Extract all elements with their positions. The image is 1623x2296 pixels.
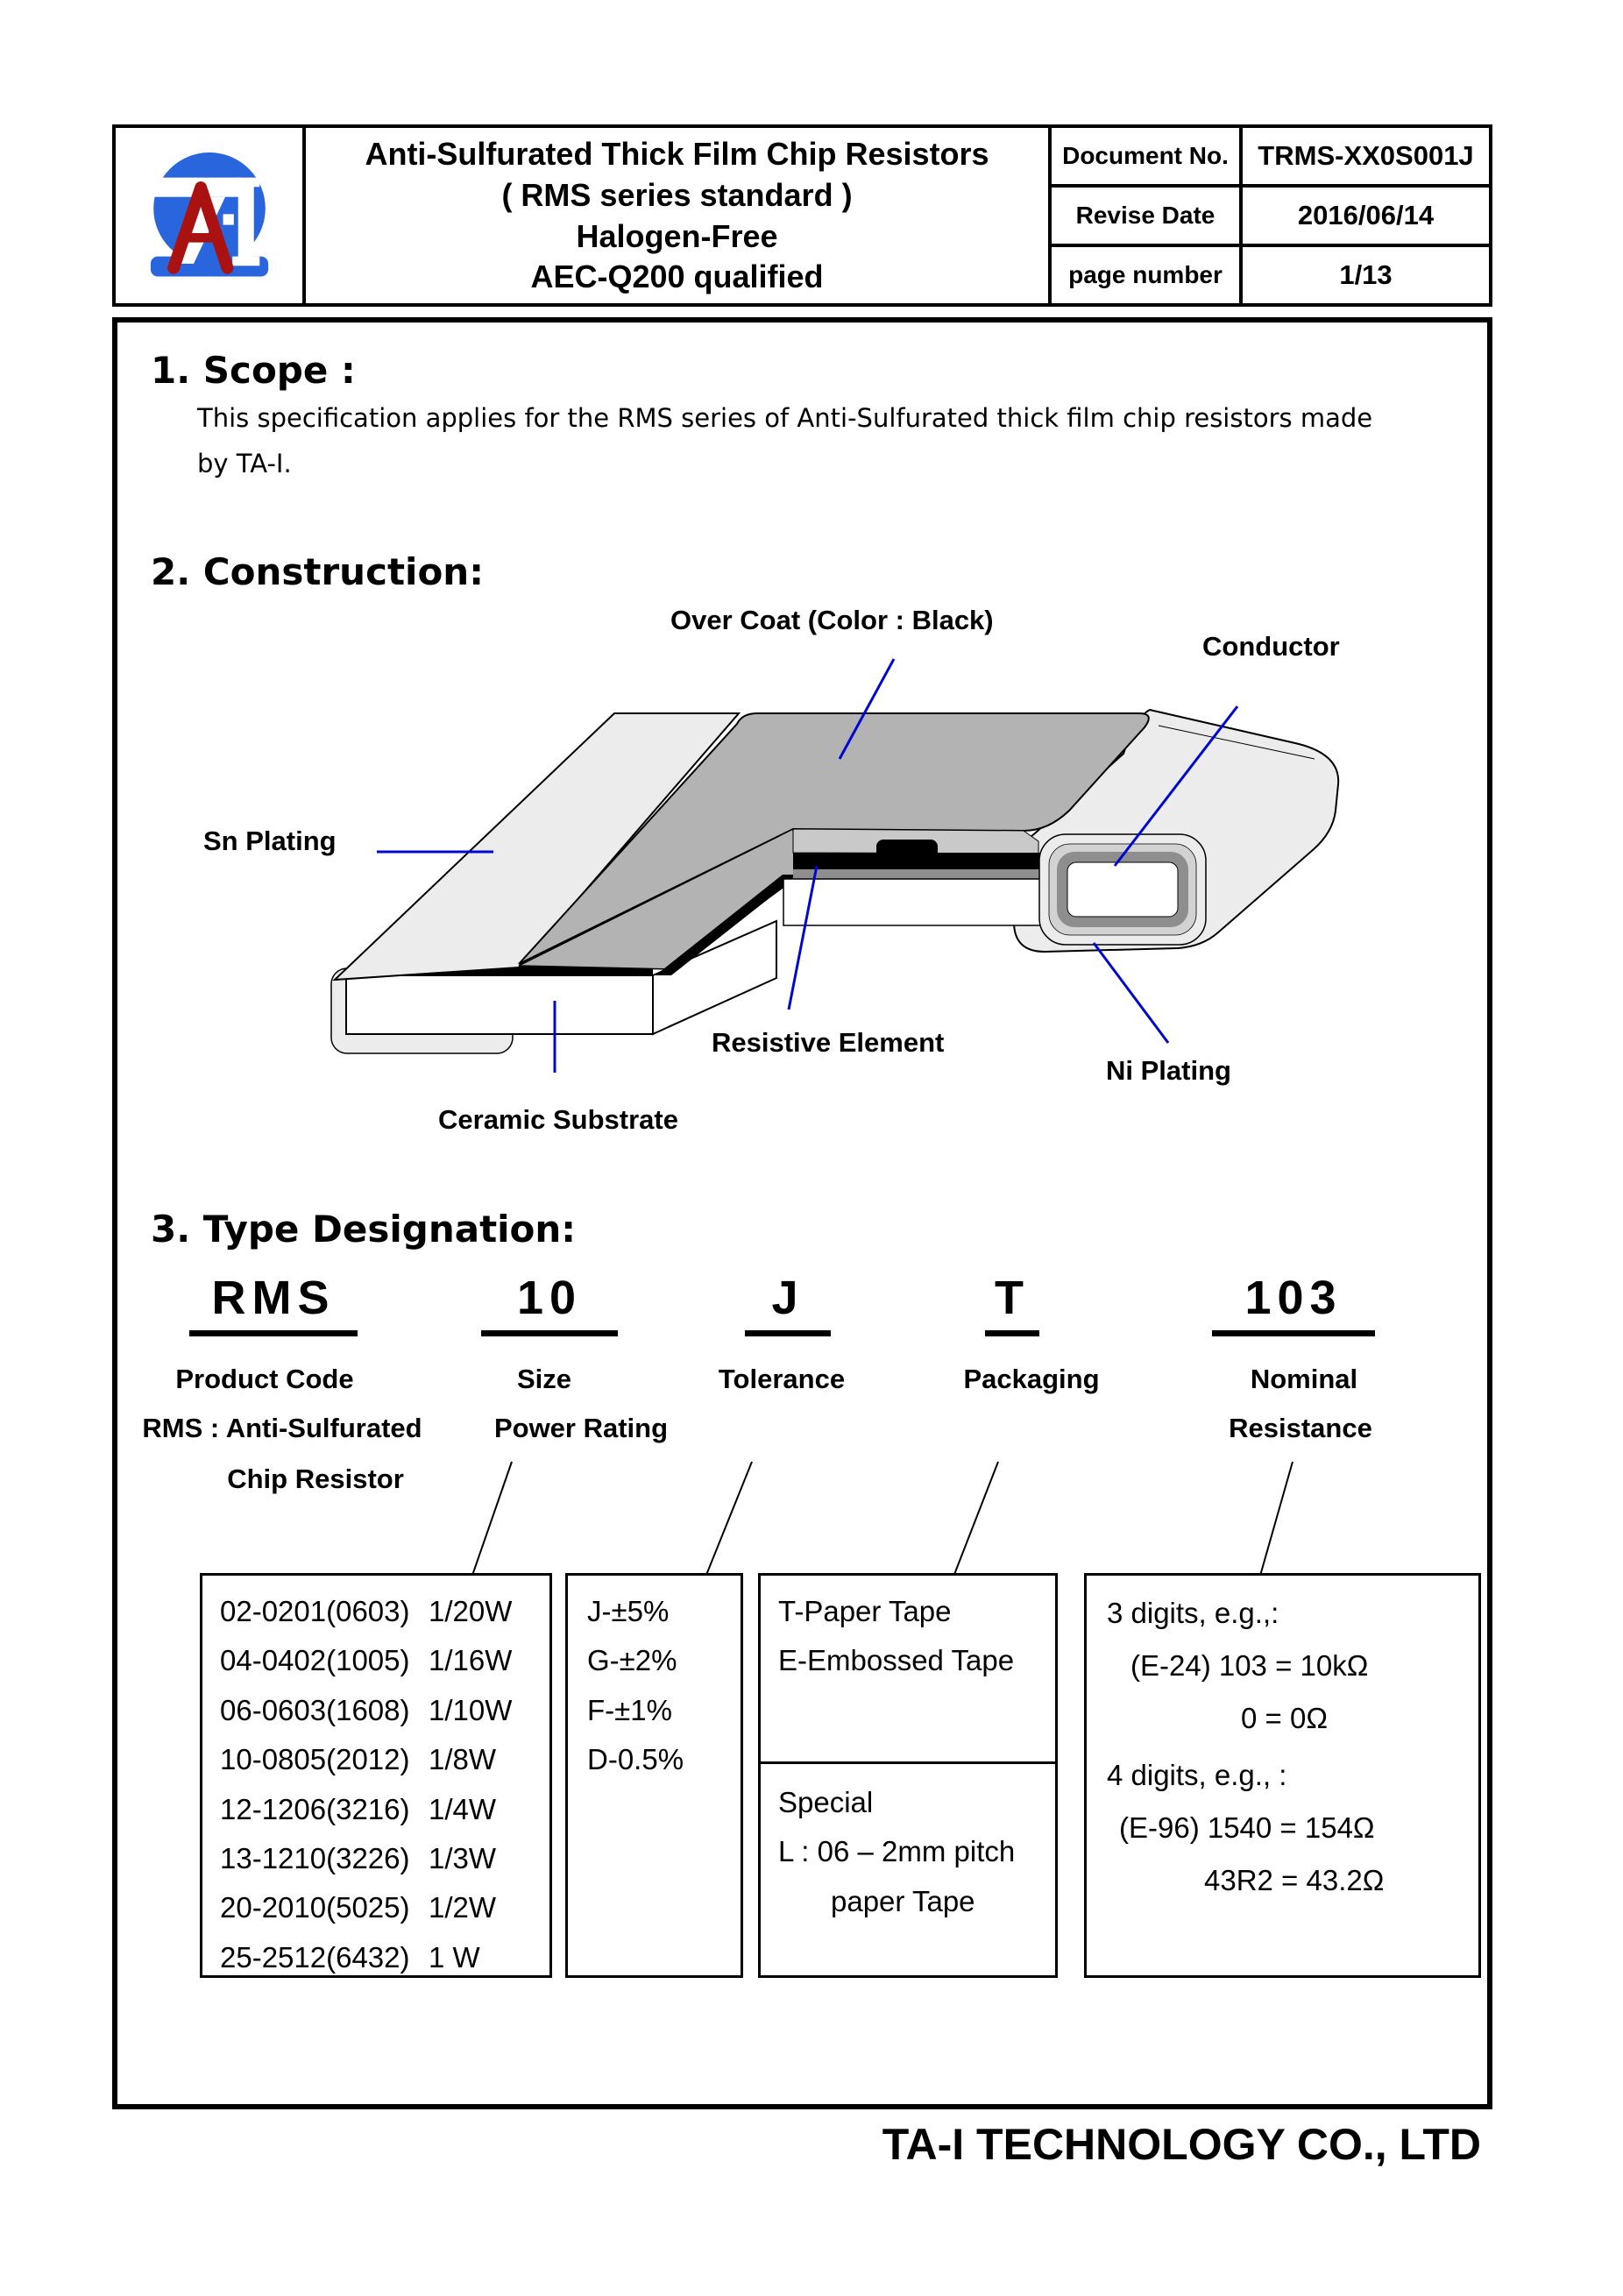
code-packaging: T [985, 1271, 1039, 1336]
resistance-item: 4 digits, e.g., : [1107, 1759, 1287, 1791]
power-rating: 1/8W [429, 1743, 497, 1776]
size-code: 13-1210(3226) [220, 1842, 410, 1875]
code-size: 10 [481, 1271, 618, 1336]
document-info-table [1052, 128, 1489, 303]
ceramic-substrate-label: Ceramic Substrate [438, 1104, 678, 1135]
power-rating: 1/2W [429, 1891, 497, 1924]
revise-date-row [1052, 188, 1489, 247]
resistance-table [1084, 1573, 1481, 1978]
table-row [220, 1587, 549, 1636]
packaging-item: paper Tape [831, 1884, 975, 1917]
scope-heading: 1. Scope : [151, 349, 356, 392]
code-tolerance: J [745, 1271, 831, 1336]
table-row [220, 1834, 549, 1883]
caption-packaging: Packaging [963, 1364, 1100, 1394]
tolerance-table [565, 1573, 743, 1978]
resistance-item: 43R2 = 43.2Ω [1204, 1864, 1385, 1896]
tolerance-item: F-±1% [587, 1693, 672, 1726]
ceramic-core-shape [1067, 862, 1178, 917]
ceramic-interior-shape [783, 879, 1073, 925]
construction-diagram [112, 596, 1492, 1174]
packaging-item: T-Paper Tape [778, 1595, 952, 1627]
header-table [112, 124, 1492, 307]
title-line-3: Halogen-Free [576, 217, 778, 254]
power-rating: 1 W [429, 1940, 480, 1974]
power-rating: 1/3W [429, 1842, 497, 1875]
ni-plating-leader-line [1094, 943, 1168, 1043]
title-line-4: AEC-Q200 qualified [530, 259, 824, 295]
table-row [220, 1785, 549, 1834]
table-row [220, 1686, 549, 1735]
size-code: 12-1206(3216) [220, 1792, 410, 1825]
caption-power-rating: Power Rating [493, 1413, 669, 1443]
caption-nominal: Nominal [1250, 1364, 1358, 1394]
sn-plating-label: Sn Plating [203, 826, 337, 856]
power-rating: 1/4W [429, 1792, 497, 1825]
document-title [306, 128, 1052, 303]
power-rating: 1/20W [429, 1595, 513, 1627]
resistance-item: (E-24) 103 = 10kΩ [1130, 1649, 1369, 1682]
caption-resistance: Resistance [1229, 1413, 1372, 1443]
size-code: 20-2010(5025) [220, 1891, 410, 1924]
packaging-item: E-Embossed Tape [778, 1644, 1015, 1677]
caption-anti-sulfurated: RMS : Anti-Sulfurated [142, 1413, 422, 1443]
packaging-item: L : 06 – 2mm pitch [778, 1835, 1016, 1868]
resistance-item: 3 digits, e.g.,: [1107, 1597, 1279, 1629]
conductor-label: Conductor [1202, 631, 1340, 662]
doc-number-value: TRMS-XX0S001J [1258, 140, 1474, 171]
company-footer: TA-I TECHNOLOGY CO., LTD [882, 2120, 1481, 2169]
construction-heading: 2. Construction: [151, 550, 484, 593]
tolerance-item: G-±2% [587, 1644, 677, 1677]
caption-tolerance: Tolerance [718, 1364, 846, 1394]
table-row [220, 1735, 549, 1784]
table-row [220, 1883, 549, 1932]
caption-product-code: Product Code [175, 1364, 354, 1394]
title-line-1: Anti-Sulfurated Thick Film Chip Resistors [365, 135, 989, 172]
size-code: 10-0805(2012) [220, 1743, 410, 1776]
scope-body-line-1: This specification applies for the RMS series of Anti-Sulfurated thick film chip resistors made [197, 403, 1373, 433]
packaging-standard-cell [761, 1576, 1055, 1764]
packaging-item: Special [778, 1786, 874, 1818]
page-number-label: page number [1052, 247, 1243, 303]
resistance-item: 0 = 0Ω [1241, 1702, 1328, 1734]
tolerance-item: D-0.5% [587, 1743, 684, 1776]
logo-cell [116, 128, 306, 303]
resistive-bump-shape [876, 840, 938, 859]
designation-heading: 3. Type Designation: [151, 1208, 577, 1251]
pointer-line-size [468, 1462, 512, 1588]
ni-plating-label: Ni Plating [1106, 1055, 1231, 1086]
revise-date-value: 2016/06/14 [1297, 200, 1435, 230]
scope-body-line-2: by TA-I. [197, 449, 292, 478]
packaging-table [758, 1573, 1058, 1978]
code-resistance: 103 [1212, 1271, 1375, 1336]
pointer-line-packaging [949, 1462, 998, 1588]
caption-chip-resistor: Chip Resistor [227, 1463, 404, 1494]
page-number-row [1052, 247, 1489, 303]
title-line-2: ( RMS series standard ) [501, 176, 853, 213]
resistance-item: (E-96) 1540 = 154Ω [1119, 1811, 1375, 1844]
power-rating: 1/10W [429, 1693, 513, 1726]
code-product: RMS [189, 1271, 358, 1336]
size-code: 04-0402(1005) [220, 1644, 410, 1677]
tai-logo-icon [131, 137, 288, 294]
revise-date-label: Revise Date [1052, 188, 1243, 244]
power-rating: 1/16W [429, 1644, 513, 1677]
caption-size: Size [516, 1364, 572, 1394]
packaging-special-cell [761, 1764, 1055, 1975]
ceramic-front-face-shape [346, 975, 653, 1034]
doc-number-label: Document No. [1052, 128, 1243, 184]
overcoat-label: Over Coat (Color : Black) [670, 605, 994, 635]
size-power-table [200, 1573, 552, 1978]
tolerance-item: J-±5% [587, 1595, 670, 1627]
page-number-value: 1/13 [1339, 259, 1393, 290]
resistive-element-label: Resistive Element [712, 1027, 945, 1058]
doc-number-row [1052, 128, 1489, 188]
table-row [220, 1636, 549, 1685]
table-row [220, 1933, 549, 1982]
pointer-line-resistance [1257, 1462, 1293, 1588]
size-code: 06-0603(1608) [220, 1693, 410, 1726]
size-code: 25-2512(6432) [220, 1940, 410, 1974]
pointer-line-tolerance [701, 1462, 752, 1588]
size-code: 02-0201(0603) [220, 1595, 410, 1627]
